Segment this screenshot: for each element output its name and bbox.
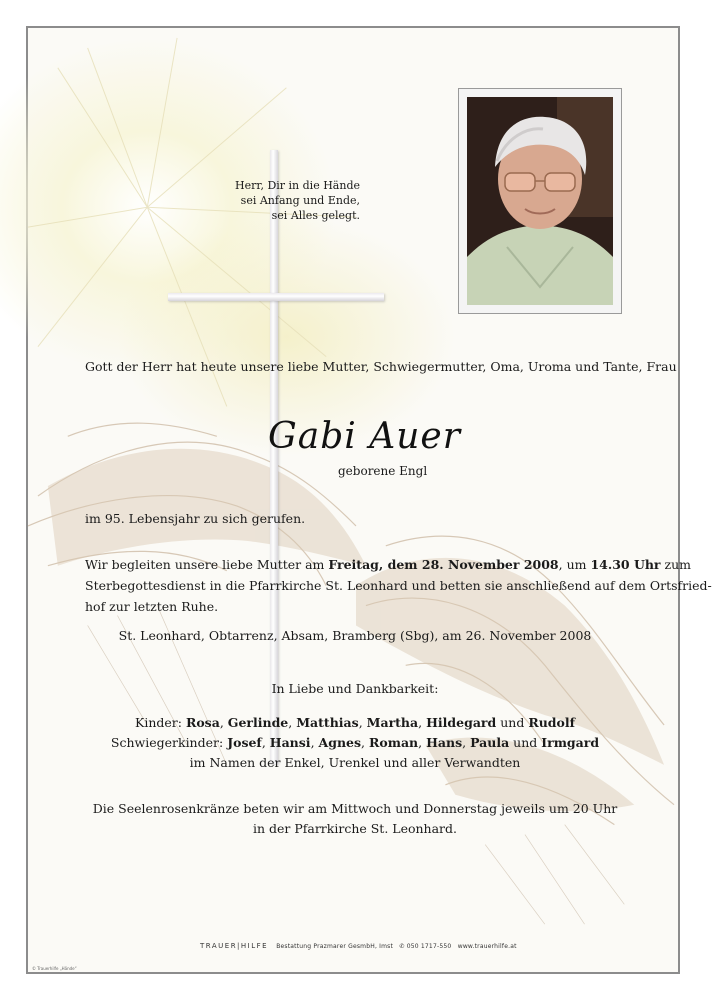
age-text: im 95. Lebensjahr zu sich gerufen. (85, 511, 306, 526)
child-name: Matthias (296, 715, 359, 730)
in-law-name: Irmgard (541, 735, 600, 750)
cross-vertical (270, 150, 278, 764)
maiden-name: geborene Engl (338, 464, 428, 478)
children-label: Kinder: (134, 715, 186, 730)
in-laws-label: Schwiegerkinder: (110, 735, 228, 750)
funeral-text: zum (660, 557, 691, 572)
bible-verse (160, 178, 360, 223)
child-name: Hildegard (426, 715, 497, 730)
children-line: Kinder: Rosa, Gerlinde, Matthias, Martha, Hildegard und Rudolf (134, 715, 575, 730)
cross-horizontal (168, 293, 384, 301)
company-name: Bestattung Prazmarer GesmbH, Imst (276, 943, 394, 950)
in-law-name: Agnes (318, 735, 362, 750)
in-laws-line: Schwiegerkinder: Josef, Hansi, Agnes, Roman, Hans, Paula und Irmgard (110, 735, 600, 750)
child-name: Rosa (185, 715, 220, 730)
image-credit: © Trauerhilfe „Hände“ (32, 966, 77, 971)
footer (200, 942, 517, 950)
verse-line: sei Anfang und Ende, (240, 194, 360, 207)
funeral-date: Freitag, dem 28. November 2008 (328, 557, 559, 572)
funeral-text: , um (558, 557, 591, 572)
trauerhilfe-logo: TRAUER|HILFE (200, 942, 269, 950)
in-law-name: Hansi (269, 735, 311, 750)
phone-number: 050 1717-550 (406, 943, 452, 950)
portrait-photo (467, 97, 613, 305)
deceased-name: Gabi Auer (268, 416, 461, 457)
funeral-time: 14.30 Uhr (590, 557, 661, 572)
parte-frame (26, 26, 712, 974)
in-law-name: Paula (470, 735, 510, 750)
child-name: Rudolf (528, 715, 575, 730)
verse-line: Herr, Dir in die Hände (235, 179, 360, 192)
website-link[interactable]: www.trauerhilfe.at (457, 943, 517, 950)
portrait-image (467, 97, 613, 305)
child-name: Martha (366, 715, 419, 730)
portrait-frame (458, 88, 622, 314)
intro-text: Gott der Herr hat heute unsere liebe Mutter, Schwiegermutter, Oma, Uroma und Tante, Frau (85, 359, 677, 374)
and-text: und (509, 735, 542, 750)
funeral-line-1 (85, 554, 691, 575)
phone-icon: ✆ (399, 943, 405, 950)
verse-line: sei Alles gelegt. (271, 209, 360, 222)
child-name: Gerlinde (227, 715, 289, 730)
love-text: In Liebe und Dankbarkeit: (271, 681, 439, 696)
grandchildren-line: im Namen der Enkel, Urenkel und aller Verwandten (189, 755, 521, 770)
in-law-name: Hans (426, 735, 463, 750)
in-law-name: Josef (227, 735, 262, 750)
place-date: St. Leonhard, Obtarrenz, Absam, Bramberg (Sbg), am 26. November 2008 (118, 628, 592, 643)
in-law-name: Roman (369, 735, 419, 750)
funeral-line-3: hof zur letzten Ruhe. (85, 599, 219, 614)
and-text: und (496, 715, 529, 730)
funeral-text: Wir begleiten unsere liebe Mutter am (85, 557, 329, 572)
rosary-line-1: Die Seelenrosenkränze beten wir am Mittwoch und Donnerstag jeweils um 20 Uhr (92, 801, 618, 816)
funeral-line-2: Sterbegottesdienst in die Pfarrkirche St. Leonhard und betten sie anschließend auf dem Ortsfried- (85, 578, 712, 593)
rosary-line-2: in der Pfarrkirche St. Leonhard. (252, 821, 458, 836)
